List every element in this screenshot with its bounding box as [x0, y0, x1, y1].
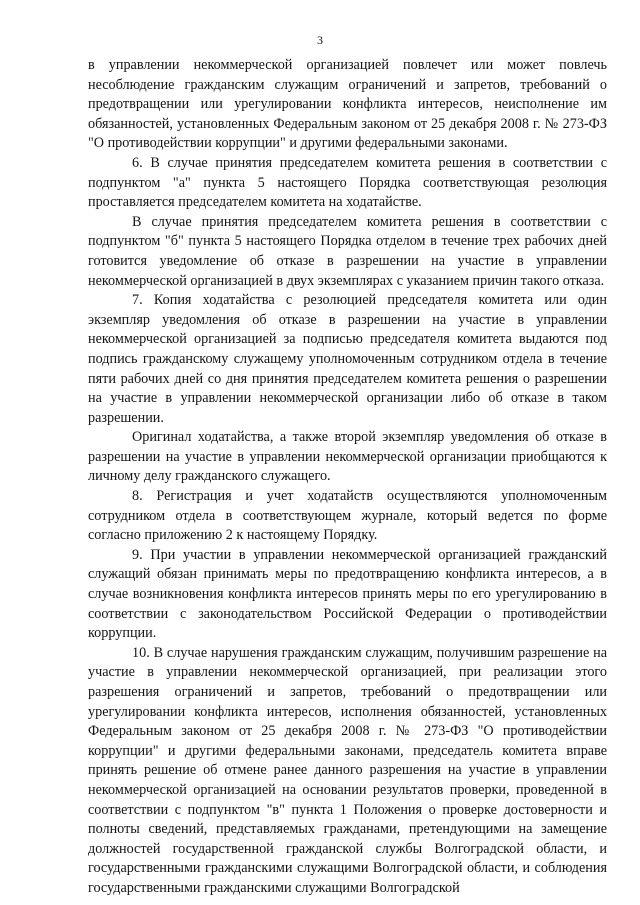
paragraph-item-7-original: Оригинал ходатайства, а также второй экземпляр уведомления об отказе в разрешении на участие в управлении некоммерческой организации приобщаются к личному делу гражданского служащего. [88, 429, 607, 485]
paragraph-item-7: 7. Копия ходатайства с резолюцией председателя комитета или один экземпляр уведомления об отказе в разрешении на участие в управлении некоммерческой организацией за подписью председателя комитета выдаются под подпись гражданскому служащему уполномоченным сотрудником отдела в течение пяти рабочих дней со дня принятия председателем комитета решения о разрешении на участие в управлении некоммерческой организации либо об отказе в таком разрешении. [88, 292, 607, 426]
paragraph-item-9: 9. При участии в управлении некоммерческой организацией гражданский служащий обязан принимать меры по предотвращению конфликта интересов, а в случае возникновения конфликта интересов принять меры по его урегулированию в соответствии с законодательством Российской Федерации о противодействии коррупции. [88, 546, 607, 642]
page-number: 3 [317, 33, 323, 47]
document-body [88, 56, 607, 899]
paragraph-item-8: 8. Регистрация и учет ходатайств осуществляются уполномоченным сотрудником отдела в соответствующем журнале, который ведется по форме согласно приложению 2 к настоящему Порядку. [88, 488, 607, 544]
paragraph-continuation: в управлении некоммерческой организацией повлечет или может повлечь несоблюдение гражданским служащим ограничений и запретов, требований о предотвращении или урегулировании конфликта интересов, неисполнение им обязанностей, установленных Федеральным законом от 25 декабря 2008 г. № 273-ФЗ "О противодействии коррупции" и другими федеральными законами. [88, 57, 607, 152]
paragraph-item-6: 6. В случае принятия председателем комитета решения в соответствии с подпунктом "а" пункта 5 настоящего Порядка соответствующая резолюция проставляется председателем комитета на ходатайстве. [88, 154, 607, 211]
paragraph-item-10: 10. В случае нарушения гражданским служащим, получившим разрешение на участие в управлении некоммерческой организацией, при реализации этого разрешения ограничений и запретов, требований о предотвращении или урегулировании конфликта интересов, исполнения обязанностей, установленных Федеральным законом от 25 декабря 2008 г. № 273-ФЗ "О противодействии коррупции" и другими федеральными законами, председатель комитета вправе принять решение об отмене ранее данного разрешения на участие в управлении некоммерческой организацией на основании результатов проверки, проведенной в соответствии с подпунктом "в" пункта 1 Положения о проверке достоверности и полноты сведений, представляемых гражданами, претендующими на замещение должностей государственной гражданской службы Волгоградской области, и государственными гражданскими служащими Волгоградской области, и соблюдения государственными гражданскими служащими Волгоградской [88, 644, 607, 896]
paragraph-item-6-refusal: В случае принятия председателем комитета решения в соответствии с подпунктом "б" пункта 5 настоящего Порядка отделом в течение трех рабочих дней готовится уведомление об отказе в разрешении на участие в управлении некоммерческой организацией в двух экземплярах с указанием причин такого отказа. [88, 213, 607, 289]
